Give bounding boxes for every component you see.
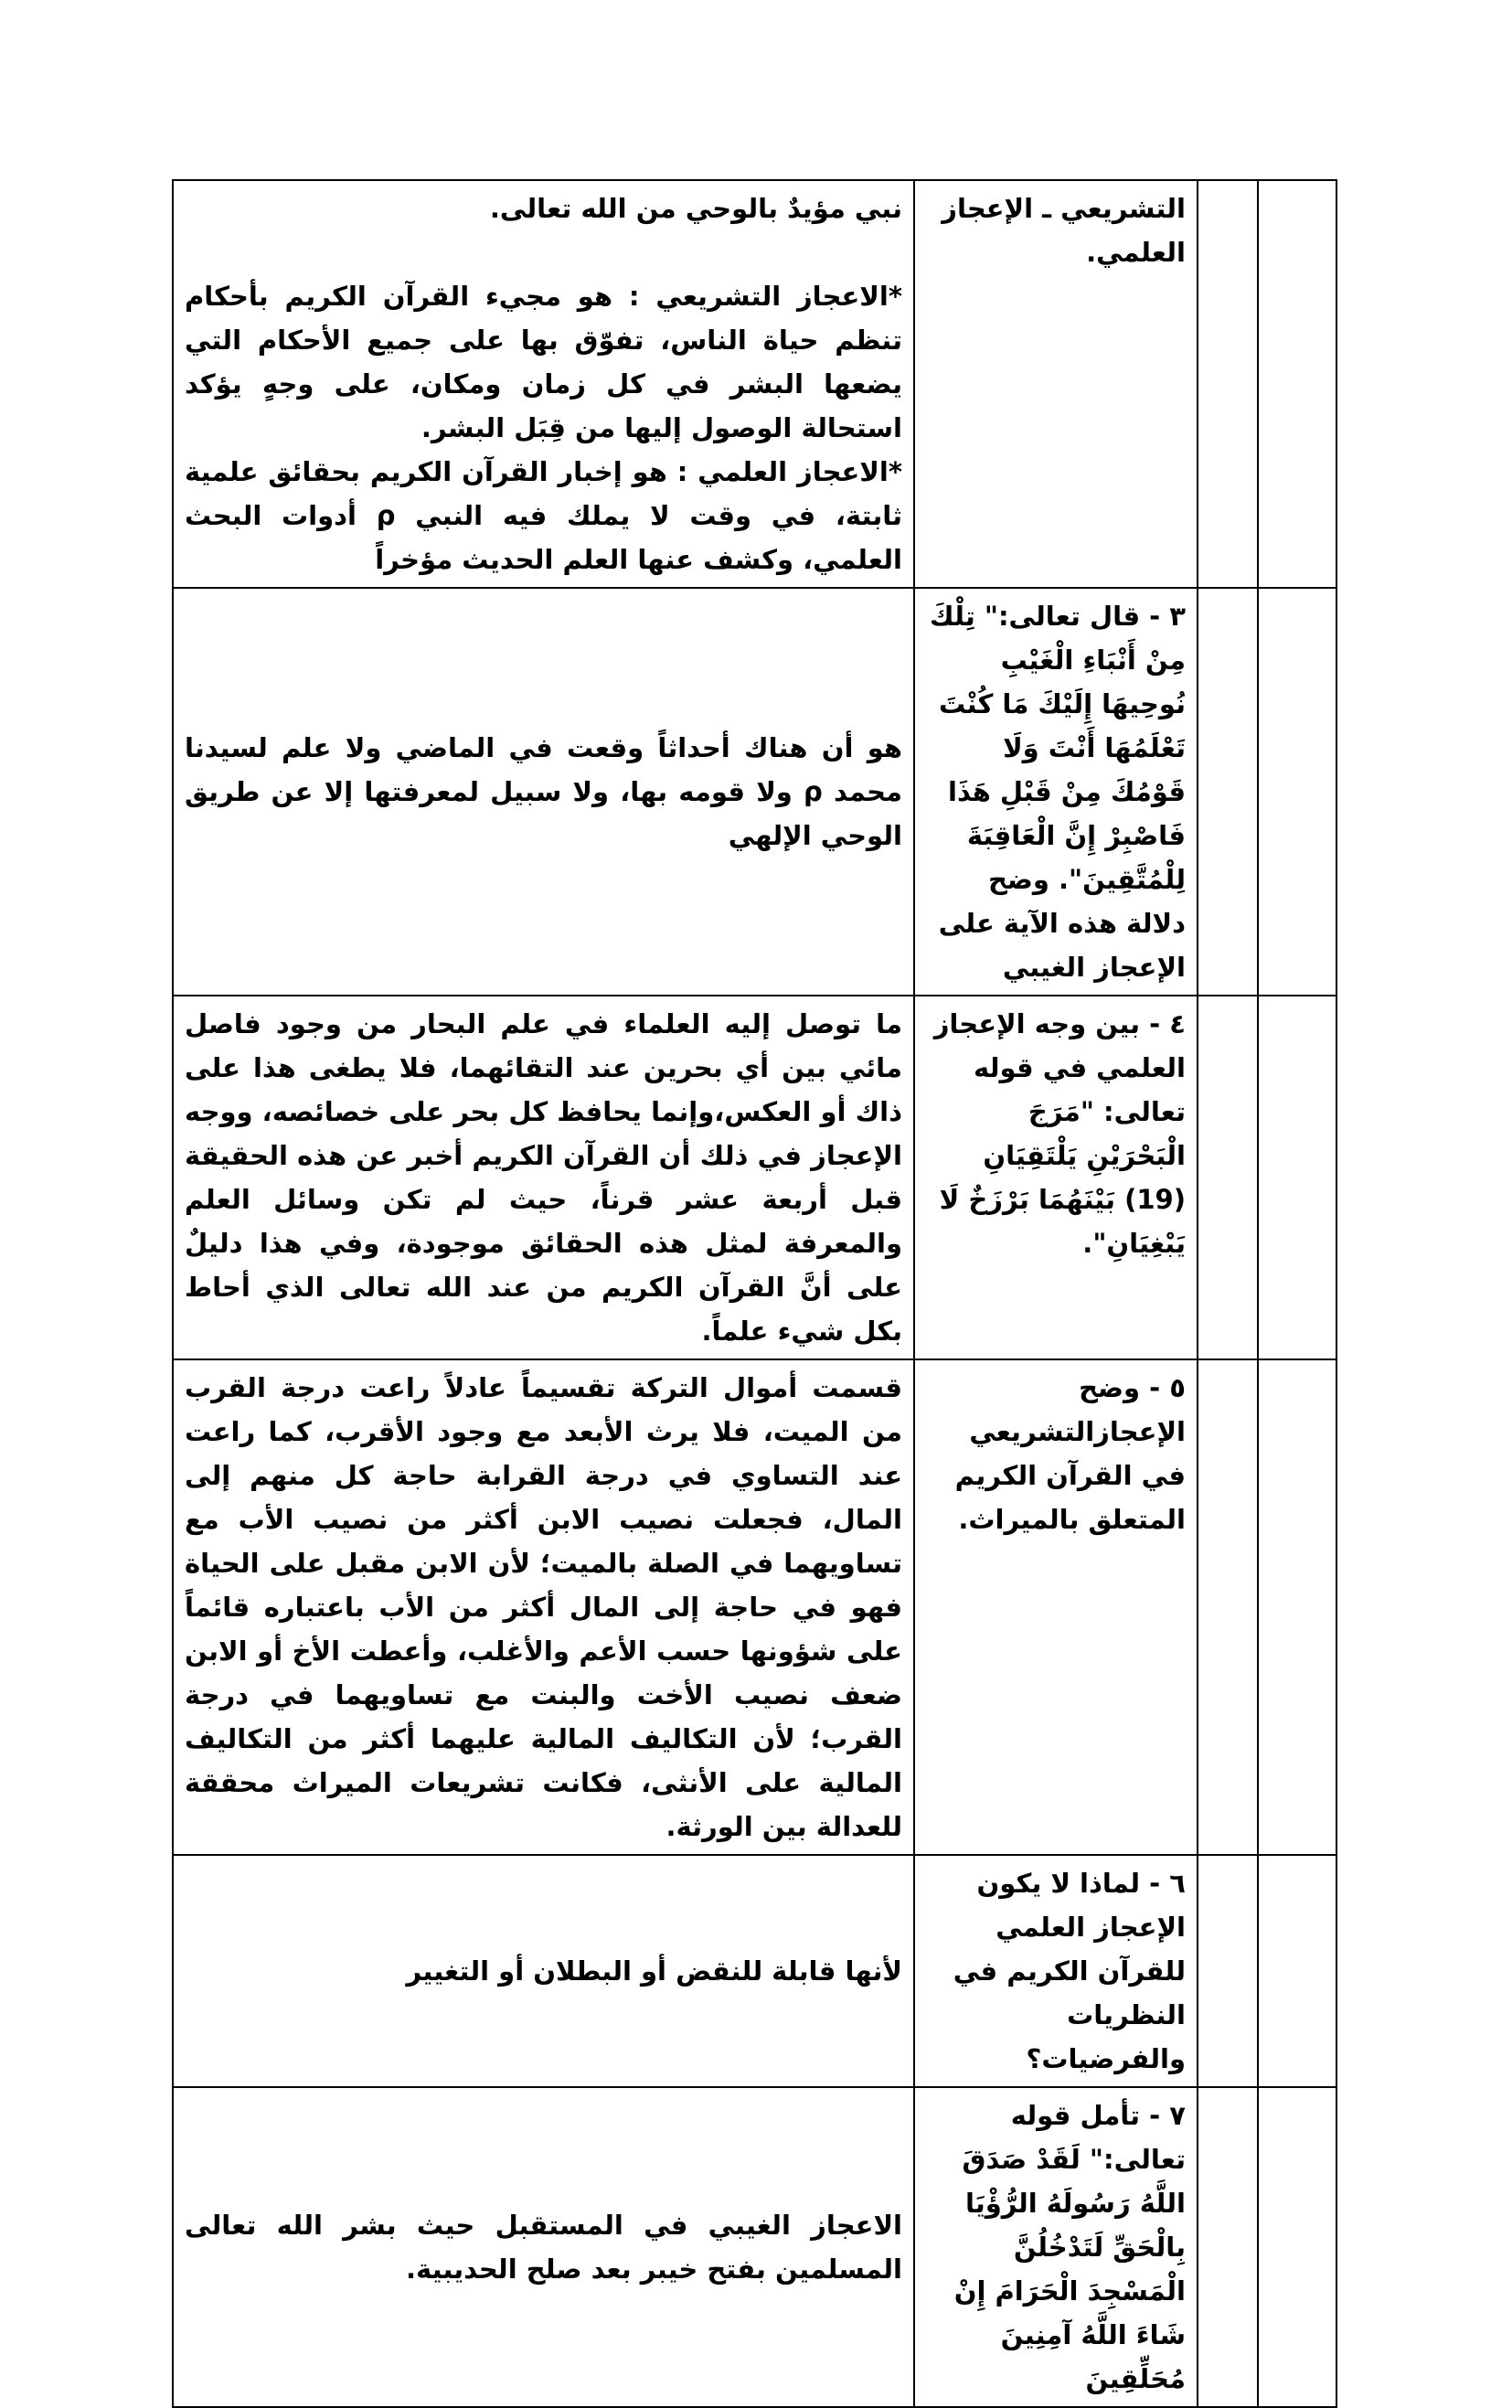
score-cell xyxy=(1198,588,1258,996)
mark-cell xyxy=(1258,2087,1336,2407)
answer-cell: قسمت أموال التركة تقسيماً عادلاً راعت درجة القرب من الميت، فلا يرث الأبعد مع وجود الأقرب، كما راعت عند التساوي في درجة القرابة حاجة كل منهم إلى المال، فجعلت نصيب الابن أكثر من نصيب الأب مع تساويهما في الصلة بالميت؛ لأن الابن مقبل على الحياة فهو في حاجة إلى المال أكثر من الأب باعتباره قائماً على شؤونها حسب الأعم والأغلب، وأعطت الأخ أو الابن ضعف نصيب الأخت والبنت مع تساويهما في درجة القرب؛ لأن التكاليف المالية عليهما أكثر من التكاليف المالية على الأنثى، فكانت تشريعات الميراث محققة للعدالة بين الورثة. xyxy=(173,1359,914,1855)
table-row xyxy=(173,2087,1336,2407)
mark-cell xyxy=(1258,996,1336,1359)
question-cell: ٧ - تأمل قوله تعالى:" لَقَدْ صَدَقَ اللَّهُ رَسُولَهُ الرُّؤْيَا بِالْحَقِّ لَتَدْخُلُنَّ الْمَسْجِدَ الْحَرَامَ إِنْ شَاءَ اللَّهُ آمِنِينَ مُحَلِّقِينَ xyxy=(914,2087,1198,2407)
question-cell: التشريعي ـ الإعجاز العلمي. xyxy=(914,180,1198,588)
score-cell xyxy=(1198,1855,1258,2087)
question-cell: ٣ - قال تعالى:" تِلْكَ مِنْ أَنْبَاءِ الْغَيْبِ نُوحِيهَا إِلَيْكَ مَا كُنْتَ تَعْلَمُهَا أَنْتَ وَلَا قَوْمُكَ مِنْ قَبْلِ هَذَا فَاصْبِرْ إِنَّ الْعَاقِبَةَ لِلْمُتَّقِينَ". وضح دلالة هذه الآية على الإعجاز الغيبي xyxy=(914,588,1198,996)
score-cell xyxy=(1198,2087,1258,2407)
answer-cell: ما توصل إليه العلماء في علم البحار من وجود فاصل مائي بين أي بحرين عند التقائهما، فلا يطغى هذا على ذاك أو العكس،وإنما يحافظ كل بحر على خصائصه، ووجه الإعجاز في ذلك أن القرآن الكريم أخبر عن هذه الحقيقة قبل أربعة عشر قرناً، حيث لم تكن وسائل العلم والمعرفة لمثل هذه الحقائق موجودة، وفي هذا دليلٌ على أنَّ القرآن الكريم من عند الله تعالى الذي أحاط بكل شيء علماً. xyxy=(173,996,914,1359)
score-cell xyxy=(1198,996,1258,1359)
table-row xyxy=(173,1359,1336,1855)
mark-cell xyxy=(1258,180,1336,588)
table-row xyxy=(173,180,1336,588)
table-row xyxy=(173,588,1336,996)
answer-cell: هو أن هناك أحداثاً وقعت في الماضي ولا علم لسيدنا محمد ρ ولا قومه بها، ولا سبيل لمعرفتها إلا عن طريق الوحي الإلهي xyxy=(173,588,914,996)
answer-cell: نبي مؤيدٌ بالوحي من الله تعالى. *الاعجاز التشريعي : هو مجيء القرآن الكريم بأحكام تنظم حياة الناس، تفوّق بها على جميع الأحكام التي يضعها البشر في كل زمان ومكان، على وجهٍ يؤكد استحالة الوصول إليها من قِبَل البشر. *الاعجاز العلمي : هو إخبار القرآن الكريم بحقائق علمية ثابتة، في وقت لا يملك فيه النبي ρ أدوات البحث العلمي، وكشف عنها العلم الحديث مؤخراً xyxy=(173,180,914,588)
mark-cell xyxy=(1258,1855,1336,2087)
question-cell: ٤ - بين وجه الإعجاز العلمي في قوله تعالى: "مَرَجَ الْبَحْرَيْنِ يَلْتَقِيَانِ (19) بَيْنَهُمَا بَرْزَخٌ لَا يَبْغِيَانِ". xyxy=(914,996,1198,1359)
table-row xyxy=(173,996,1336,1359)
score-cell xyxy=(1198,1359,1258,1855)
answer-cell: الاعجاز الغيبي في المستقبل حيث بشر الله تعالى المسلمين بفتح خيبر بعد صلح الحديبية. xyxy=(173,2087,914,2407)
answer-cell: لأنها قابلة للنقض أو البطلان أو التغيير xyxy=(173,1855,914,2087)
worksheet-table xyxy=(172,179,1337,2408)
table-row xyxy=(173,1855,1336,2087)
question-cell: ٥ - وضح الإعجازالتشريعي في القرآن الكريم المتعلق بالميراث. xyxy=(914,1359,1198,1855)
mark-cell xyxy=(1258,588,1336,996)
score-cell xyxy=(1198,180,1258,588)
question-cell: ٦ - لماذا لا يكون الإعجاز العلمي للقرآن الكريم في النظريات والفرضيات؟ xyxy=(914,1855,1198,2087)
mark-cell xyxy=(1258,1359,1336,1855)
